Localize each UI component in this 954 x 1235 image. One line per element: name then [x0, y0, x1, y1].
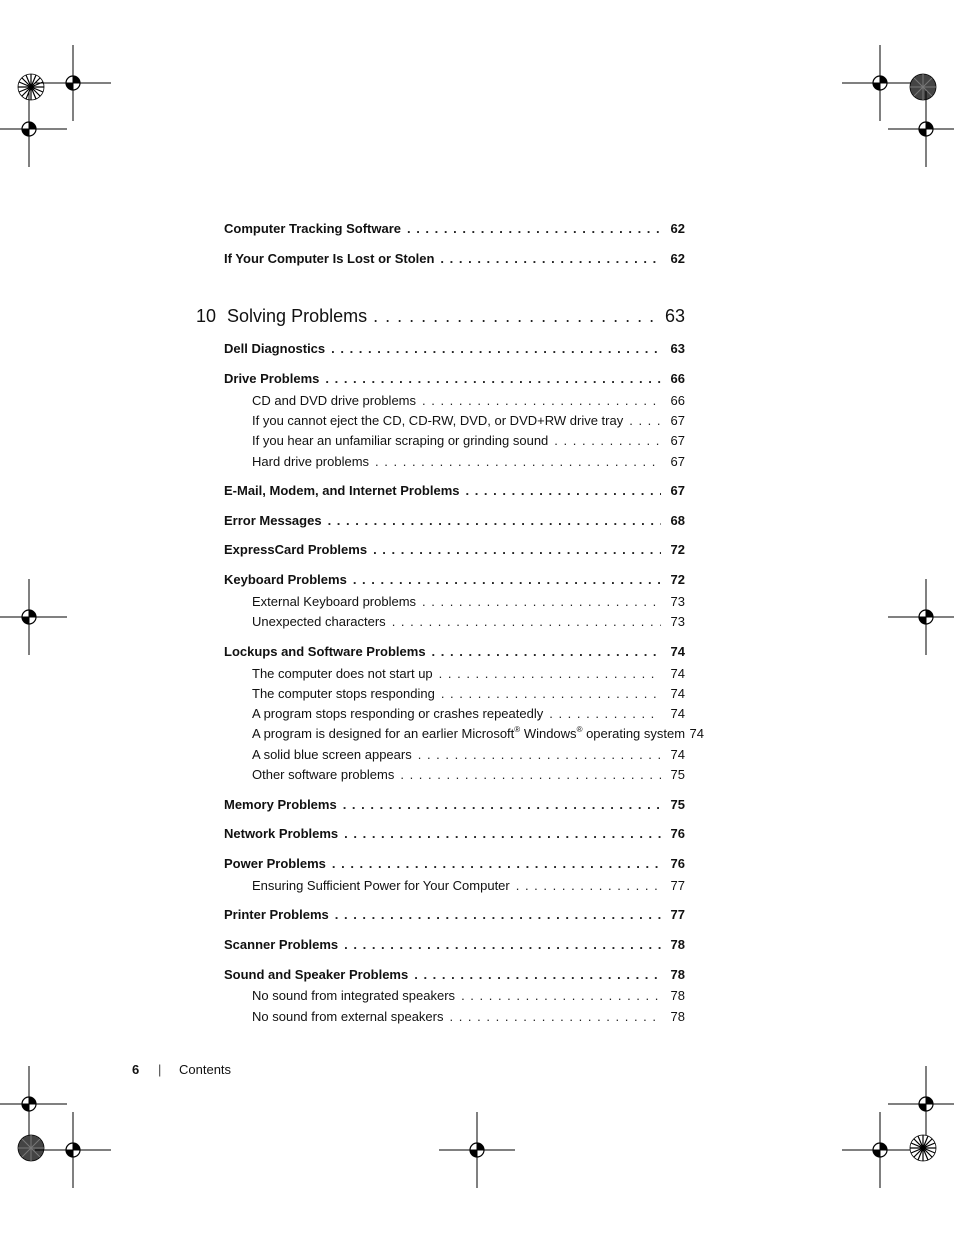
toc-entry-page: 66: [670, 371, 685, 386]
leader-dots: [373, 305, 655, 327]
toc-entry-title: CD and DVD drive problems: [252, 393, 417, 408]
toc-entry-title: A solid blue screen appears: [252, 747, 412, 762]
toc-entry[interactable]: [224, 221, 685, 237]
toc-entry-page: 74: [670, 644, 685, 659]
toc-entry-page: 75: [670, 767, 685, 782]
leader-dots: [554, 433, 660, 449]
leader-dots: [414, 967, 660, 983]
toc-entry-title: ExpressCard Problems: [224, 542, 368, 557]
toc-entry-page: 74: [670, 706, 685, 721]
toc-entry-title: If you hear an unfamiliar scraping or grinding sound: [252, 433, 549, 448]
toc-entry-page: 73: [670, 614, 685, 629]
toc-entry[interactable]: [224, 513, 685, 529]
toc-entry-title: No sound from external speakers: [252, 1009, 444, 1024]
toc-entry[interactable]: [224, 856, 685, 872]
toc-subentry[interactable]: [252, 433, 685, 449]
toc-entry-page: 74: [670, 747, 685, 762]
footer-separator: |: [158, 1062, 162, 1077]
toc-entry[interactable]: [224, 483, 685, 499]
leader-dots: [392, 614, 661, 630]
toc-entry-page: 63: [670, 341, 685, 356]
toc-entry-page: 68: [670, 513, 685, 528]
toc-entry-page: 77: [670, 878, 685, 893]
leader-dots: [432, 644, 661, 660]
leader-dots: [328, 513, 661, 529]
leader-dots: [449, 1009, 660, 1025]
footer-section: Contents: [179, 1062, 232, 1077]
toc-subentry[interactable]: [252, 686, 685, 702]
toc-entry-page: 72: [670, 542, 685, 557]
toc-entry-page: 67: [670, 413, 685, 428]
page-number: 6: [132, 1062, 140, 1077]
toc-entry-title: Drive Problems: [224, 371, 320, 386]
toc-entry-title: Other software problems: [252, 767, 395, 782]
toc-entry-title: A program is designed for an earlier Microsoft® Windows® operating system: [252, 725, 686, 741]
toc-entry-page: 66: [670, 393, 685, 408]
toc-entry[interactable]: [224, 967, 685, 983]
toc-entry[interactable]: [224, 644, 685, 660]
toc-entry-title: Ensuring Sufficient Power for Your Computer: [252, 878, 510, 893]
toc-entry-title: No sound from integrated speakers: [252, 988, 456, 1003]
leader-dots: [549, 706, 660, 722]
leader-dots: [335, 907, 661, 923]
toc-entry-page: 75: [670, 797, 685, 812]
leader-dots: [407, 221, 661, 237]
toc-entry-page: 76: [670, 826, 685, 841]
toc-entry[interactable]: [224, 572, 685, 588]
leader-dots: [400, 767, 660, 783]
toc-entry-page: 67: [670, 483, 685, 498]
toc-subentry[interactable]: [252, 878, 685, 894]
toc-subentry[interactable]: [252, 767, 685, 783]
toc-entry[interactable]: [224, 826, 685, 842]
toc-subentry[interactable]: [252, 726, 704, 742]
leader-dots: [331, 341, 660, 357]
toc-subentry[interactable]: [252, 454, 685, 470]
leader-dots: [344, 937, 660, 953]
toc-subentry[interactable]: [252, 413, 685, 429]
leader-dots: [629, 413, 660, 429]
toc-entry-page: 74: [670, 686, 685, 701]
toc-entry[interactable]: [224, 371, 685, 387]
toc-subentry[interactable]: [252, 1009, 685, 1025]
leader-dots: [441, 686, 661, 702]
chapter-title: Solving Problems: [227, 306, 368, 326]
toc-entry-title: Hard drive problems: [252, 454, 370, 469]
toc-entry-title: The computer does not start up: [252, 666, 433, 681]
toc-entry-title: Printer Problems: [224, 907, 329, 922]
toc-entry-title: Scanner Problems: [224, 937, 339, 952]
toc-subentry[interactable]: [252, 747, 685, 763]
toc-entry-page: 76: [670, 856, 685, 871]
toc-entry-title: Computer Tracking Software: [224, 221, 401, 236]
leader-dots: [422, 594, 661, 610]
toc-entry[interactable]: [224, 937, 685, 953]
leader-dots: [343, 797, 661, 813]
toc-entry-page: 78: [670, 1009, 685, 1024]
toc-entry-title: Keyboard Problems: [224, 572, 347, 587]
toc-entry-title: If you cannot eject the CD, CD-RW, DVD, or DVD+RW drive tray: [252, 413, 624, 428]
toc-subentry[interactable]: [252, 988, 685, 1004]
leader-dots: [375, 454, 660, 470]
toc-entry-page: 62: [670, 251, 685, 266]
toc-entry-title: Memory Problems: [224, 797, 337, 812]
toc-entry-title: Lockups and Software Problems: [224, 644, 426, 659]
toc-entry-page: 73: [670, 594, 685, 609]
toc-entry-page: 67: [670, 454, 685, 469]
toc-entry[interactable]: [224, 341, 685, 357]
leader-dots: [373, 542, 660, 558]
toc-subentry[interactable]: [252, 393, 685, 409]
toc-entry-page: 74: [689, 726, 704, 741]
toc-entry[interactable]: [224, 251, 685, 267]
toc-entry[interactable]: [224, 542, 685, 558]
toc-entry-page: 74: [670, 666, 685, 681]
toc-entry-title: External Keyboard problems: [252, 594, 417, 609]
toc-entry-page: 78: [670, 988, 685, 1003]
leader-dots: [516, 878, 661, 894]
toc-entry-title: Error Messages: [224, 513, 322, 528]
toc-entry[interactable]: [224, 797, 685, 813]
toc-entry-title: Unexpected characters: [252, 614, 386, 629]
toc-entry-page: 77: [670, 907, 685, 922]
leader-dots: [461, 988, 660, 1004]
toc-entry-title: E-Mail, Modem, and Internet Problems: [224, 483, 460, 498]
toc-entry[interactable]: [224, 907, 685, 923]
leader-dots: [422, 393, 661, 409]
toc-entry-title: The computer stops responding: [252, 686, 435, 701]
toc-entry-title: If Your Computer Is Lost or Stolen: [224, 251, 435, 266]
toc-subentry[interactable]: [252, 666, 685, 682]
leader-dots: [332, 856, 661, 872]
toc-entry-page: 78: [670, 937, 685, 952]
toc-entry-title: Sound and Speaker Problems: [224, 967, 409, 982]
toc-subentry[interactable]: [252, 614, 685, 630]
toc-entry-page: 78: [670, 967, 685, 982]
chapter-number: 10: [196, 306, 217, 326]
chapter-page: 63: [664, 306, 685, 326]
toc-entry-page: 62: [670, 221, 685, 236]
leader-dots: [465, 483, 660, 499]
toc-entry-page: 72: [670, 572, 685, 587]
toc-entry-page: 67: [670, 433, 685, 448]
toc-subentry[interactable]: [252, 706, 685, 722]
toc-subentry[interactable]: [252, 594, 685, 610]
leader-dots: [440, 251, 660, 267]
leader-dots: [353, 572, 661, 588]
leader-dots: [325, 371, 660, 387]
toc-entry-title: Power Problems: [224, 856, 326, 871]
toc-entry-title: A program stops responding or crashes repeatedly: [252, 706, 544, 721]
chapter-heading[interactable]: [196, 305, 685, 327]
toc-entry-title: Network Problems: [224, 826, 339, 841]
leader-dots: [439, 666, 661, 682]
leader-dots: [418, 747, 661, 763]
toc-entry-title: Dell Diagnostics: [224, 341, 326, 356]
leader-dots: [344, 826, 660, 842]
